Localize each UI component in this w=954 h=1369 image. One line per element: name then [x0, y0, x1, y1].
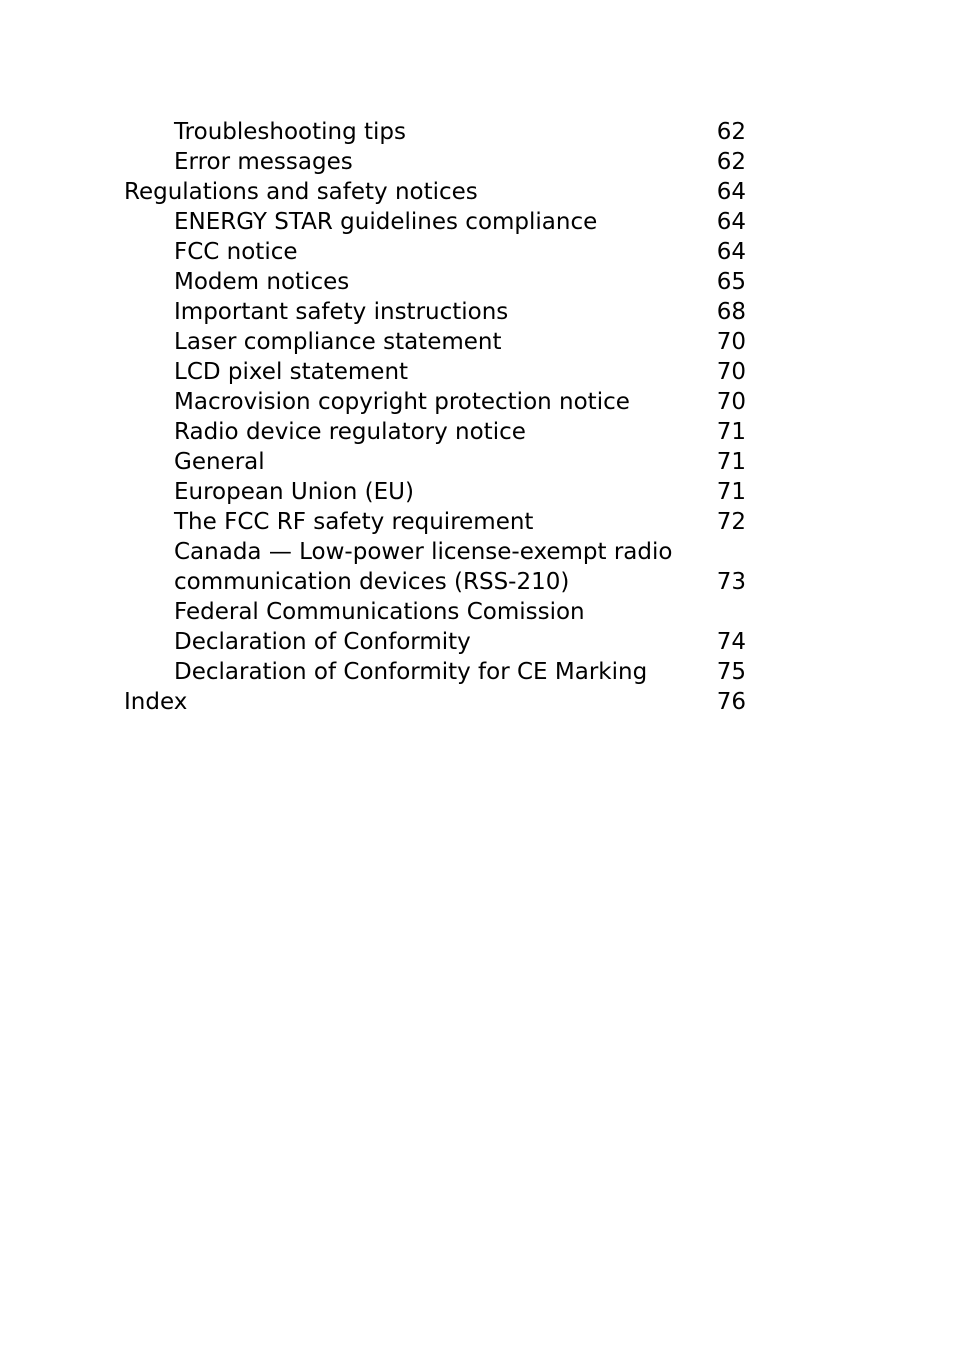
toc-section-title: Regulations and safety notices: [124, 179, 478, 205]
toc-entry-title: communication devices (RSS-210): [174, 569, 570, 595]
toc-entry[interactable]: [0, 207, 954, 237]
toc-entry-page: 64: [716, 209, 746, 235]
toc-entry-title: European Union (EU): [174, 479, 414, 505]
toc-entry-title: Radio device regulatory notice: [174, 419, 526, 445]
toc-section[interactable]: [0, 177, 954, 207]
toc-section-page: 76: [716, 689, 746, 715]
toc-entry[interactable]: [0, 567, 954, 597]
toc-entry-title: Troubleshooting tips: [174, 119, 406, 145]
toc-entry[interactable]: [0, 357, 954, 387]
toc-entry-page: 68: [716, 299, 746, 325]
toc-entry-page: 65: [716, 269, 746, 295]
toc-entry[interactable]: [0, 537, 954, 567]
toc-section-title: Index: [124, 689, 188, 715]
toc-entry-page: 64: [716, 239, 746, 265]
toc-entry-page: 73: [716, 569, 746, 595]
toc-entry-title: General: [174, 449, 265, 475]
toc-entry-page: 74: [716, 629, 746, 655]
toc-entry[interactable]: [0, 267, 954, 297]
toc-entry-page: 71: [716, 479, 746, 505]
toc-entry[interactable]: [0, 117, 954, 147]
toc-entry-page: 70: [716, 329, 746, 355]
toc-entry-title: Declaration of Conformity: [174, 629, 471, 655]
toc-entry-page: 62: [716, 119, 746, 145]
toc-entry[interactable]: [0, 477, 954, 507]
toc-entry-page: 72: [716, 509, 746, 535]
toc-entry[interactable]: [0, 387, 954, 417]
toc-entry[interactable]: [0, 447, 954, 477]
toc-section[interactable]: [0, 687, 954, 717]
toc-entry-title: Modem notices: [174, 269, 350, 295]
toc-entry[interactable]: [0, 327, 954, 357]
toc-entry-title: Laser compliance statement: [174, 329, 502, 355]
toc-entry-title: Declaration of Conformity for CE Marking: [174, 659, 648, 685]
table-of-contents: [0, 117, 954, 717]
toc-entry-title: Important safety instructions: [174, 299, 509, 325]
toc-entry[interactable]: [0, 237, 954, 267]
toc-entry-title: Federal Communications Comission: [174, 599, 585, 625]
toc-entry-title: ENERGY STAR guidelines compliance: [174, 209, 598, 235]
toc-entry-page: 62: [716, 149, 746, 175]
toc-entry-title: Macrovision copyright protection notice: [174, 389, 630, 415]
toc-section-page: 64: [716, 179, 746, 205]
toc-entry-page: 75: [716, 659, 746, 685]
toc-entry-title: Error messages: [174, 149, 353, 175]
toc-entry[interactable]: [0, 627, 954, 657]
toc-entry[interactable]: [0, 297, 954, 327]
toc-entry-page: 71: [716, 449, 746, 475]
toc-entry-page: 70: [716, 389, 746, 415]
toc-entry[interactable]: [0, 147, 954, 177]
toc-entry-title: LCD pixel statement: [174, 359, 409, 385]
toc-entry-page: 71: [716, 419, 746, 445]
toc-entry-title: Canada — Low-power license-exempt radio: [174, 539, 673, 565]
toc-entry-page: 70: [716, 359, 746, 385]
toc-entry[interactable]: [0, 507, 954, 537]
toc-entry-title: The FCC RF safety requirement: [174, 509, 534, 535]
toc-entry[interactable]: [0, 597, 954, 627]
toc-entry[interactable]: [0, 417, 954, 447]
toc-entry[interactable]: [0, 657, 954, 687]
toc-entry-title: FCC notice: [174, 239, 298, 265]
